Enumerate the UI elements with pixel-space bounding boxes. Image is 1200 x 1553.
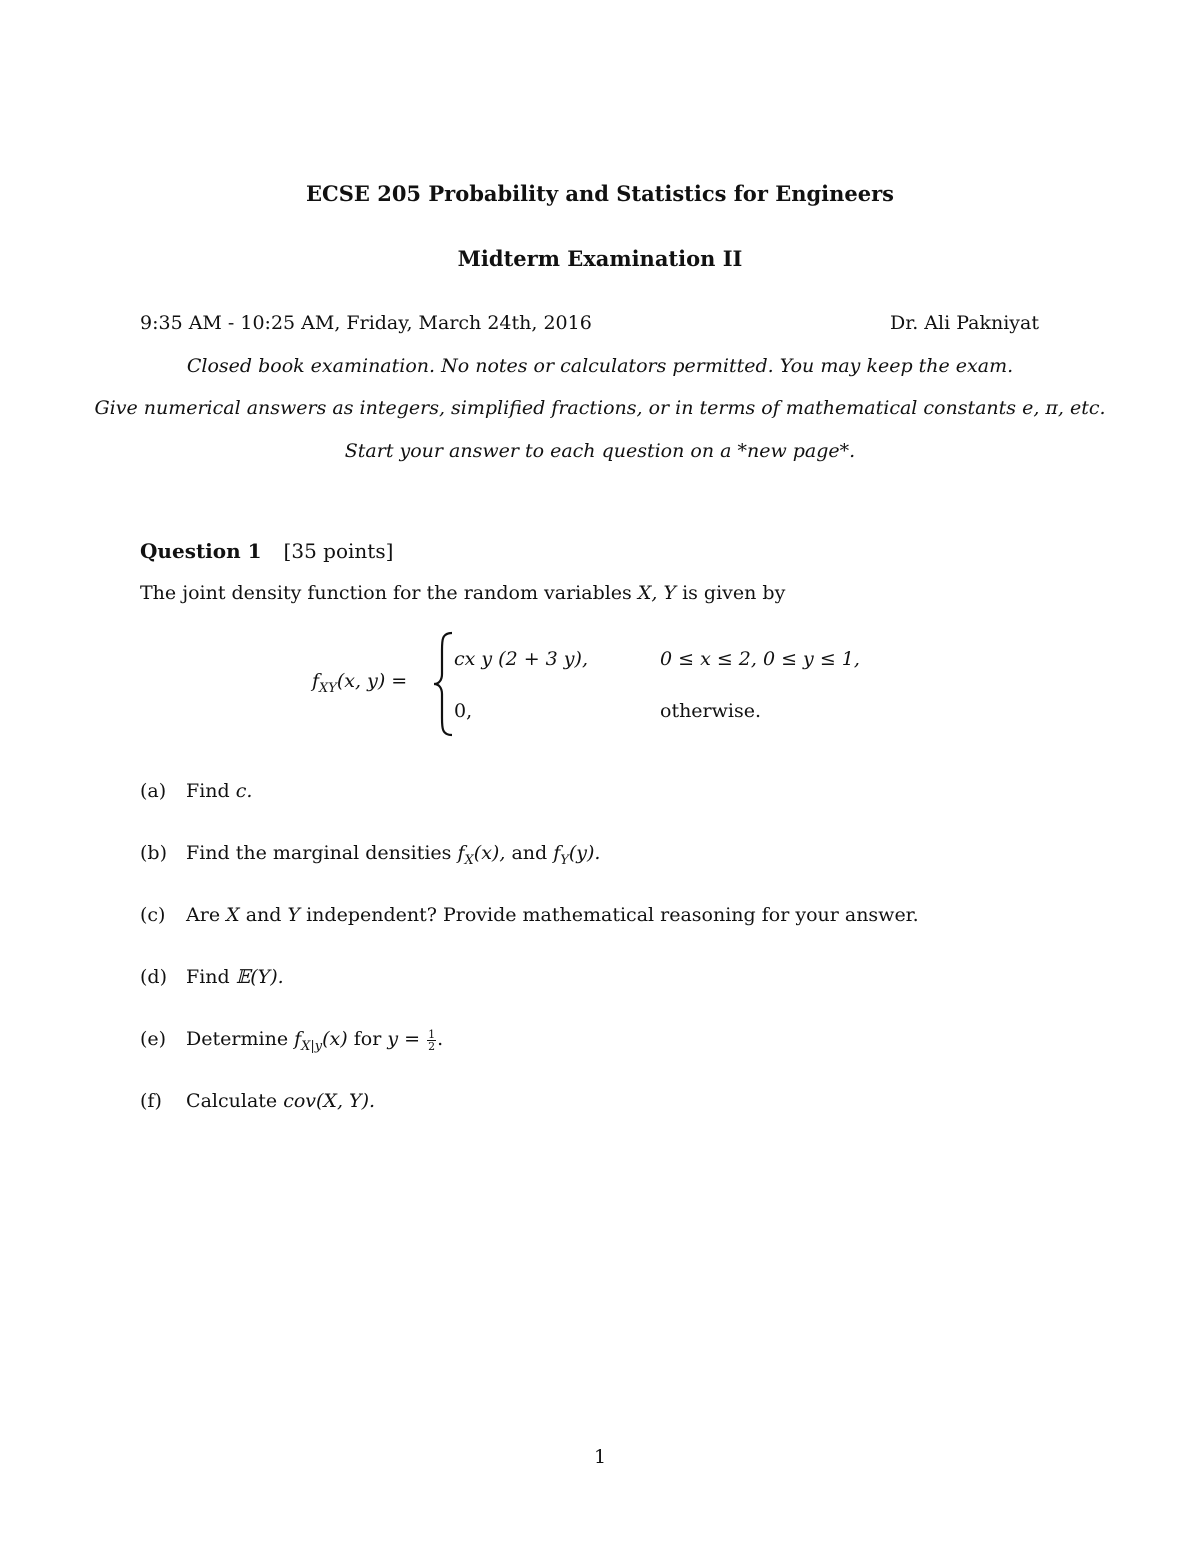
equation-subscript: XY xyxy=(319,680,337,696)
part-math: cov(X, Y). xyxy=(283,1090,376,1112)
marginal-x-subscript: X xyxy=(464,852,474,868)
intro-tail: is given by xyxy=(682,582,786,604)
variable-y: Y xyxy=(287,904,301,926)
question-1-heading xyxy=(140,539,393,563)
part-e xyxy=(140,1028,443,1054)
marginal-x-argument: (x), xyxy=(473,842,506,864)
exam-subtitle: Midterm Examination II xyxy=(457,246,743,271)
instruction-line-2: Give numerical answers as integers, simplified fractions, or in terms of mathematical constants e, π, etc. xyxy=(94,397,1106,419)
case-2-condition: otherwise. xyxy=(660,700,762,722)
part-text: Find xyxy=(186,780,230,802)
fraction-denominator: 2 xyxy=(428,1039,436,1053)
equation-lhs xyxy=(312,670,407,696)
part-label: (d) xyxy=(140,966,167,988)
part-label: (a) xyxy=(140,780,167,802)
question-label: Question 1 xyxy=(140,539,262,563)
part-math: c. xyxy=(235,780,253,802)
part-label: (b) xyxy=(140,842,167,864)
case-2-expression: 0, xyxy=(454,700,473,722)
left-brace-icon xyxy=(432,630,456,738)
part-tail: . xyxy=(437,1028,444,1050)
marginal-y-argument: (y). xyxy=(568,842,601,864)
fraction-numerator: 1 xyxy=(428,1027,436,1041)
case-1-expression: cx y (2 + 3 y), xyxy=(454,648,588,670)
part-text-3: independent? Provide mathematical reasoning for your answer. xyxy=(306,904,919,926)
conditional-function: f xyxy=(294,1028,302,1050)
part-b xyxy=(140,842,600,868)
instruction-line-3: Start your answer to each question on a *new page*. xyxy=(344,440,856,462)
part-connector: for xyxy=(353,1028,382,1050)
intro-text: The joint density function for the random variables xyxy=(140,582,632,604)
instructor-name: Dr. Ali Pakniyat xyxy=(890,312,1040,334)
part-text: Find the marginal densities xyxy=(186,842,452,864)
part-text: Find xyxy=(186,966,230,988)
part-text: Calculate xyxy=(186,1090,278,1112)
part-text: Determine xyxy=(186,1028,289,1050)
case-1-condition: 0 ≤ x ≤ 2, 0 ≤ y ≤ 1, xyxy=(660,648,860,670)
equation-function: f xyxy=(312,670,320,692)
variable-x: X xyxy=(226,904,240,926)
instruction-line-1: Closed book examination. No notes or calculators permitted. You may keep the exam. xyxy=(186,355,1014,377)
question-1-intro xyxy=(140,582,785,604)
marginal-y-subscript: Y xyxy=(560,852,569,868)
intro-variables: X, Y xyxy=(637,582,677,604)
equation-arguments: (x, y) = xyxy=(336,670,408,692)
conditional-subscript: X|y xyxy=(301,1038,323,1054)
part-label: (e) xyxy=(140,1028,167,1050)
condition-math: y = xyxy=(387,1028,421,1050)
part-text-2: and xyxy=(245,904,282,926)
part-label: (f) xyxy=(140,1090,162,1112)
part-f xyxy=(140,1090,375,1112)
part-connector: and xyxy=(511,842,548,864)
part-math: 𝔼(Y). xyxy=(235,966,284,988)
exam-course-title: ECSE 205 Probability and Statistics for Engineers xyxy=(306,181,894,206)
part-a xyxy=(140,780,252,802)
page-number: 1 xyxy=(593,1446,607,1468)
exam-time-date: 9:35 AM - 10:25 AM, Friday, March 24th, 2016 xyxy=(140,312,592,334)
marginal-y-function: f xyxy=(553,842,561,864)
part-label: (c) xyxy=(140,904,166,926)
part-d xyxy=(140,966,284,988)
part-c xyxy=(140,904,919,926)
question-points: [35 points] xyxy=(283,539,394,563)
fraction-one-half xyxy=(427,1029,436,1052)
marginal-x-function: f xyxy=(457,842,465,864)
part-text-1: Are xyxy=(186,904,221,926)
conditional-argument: (x) xyxy=(322,1028,348,1050)
